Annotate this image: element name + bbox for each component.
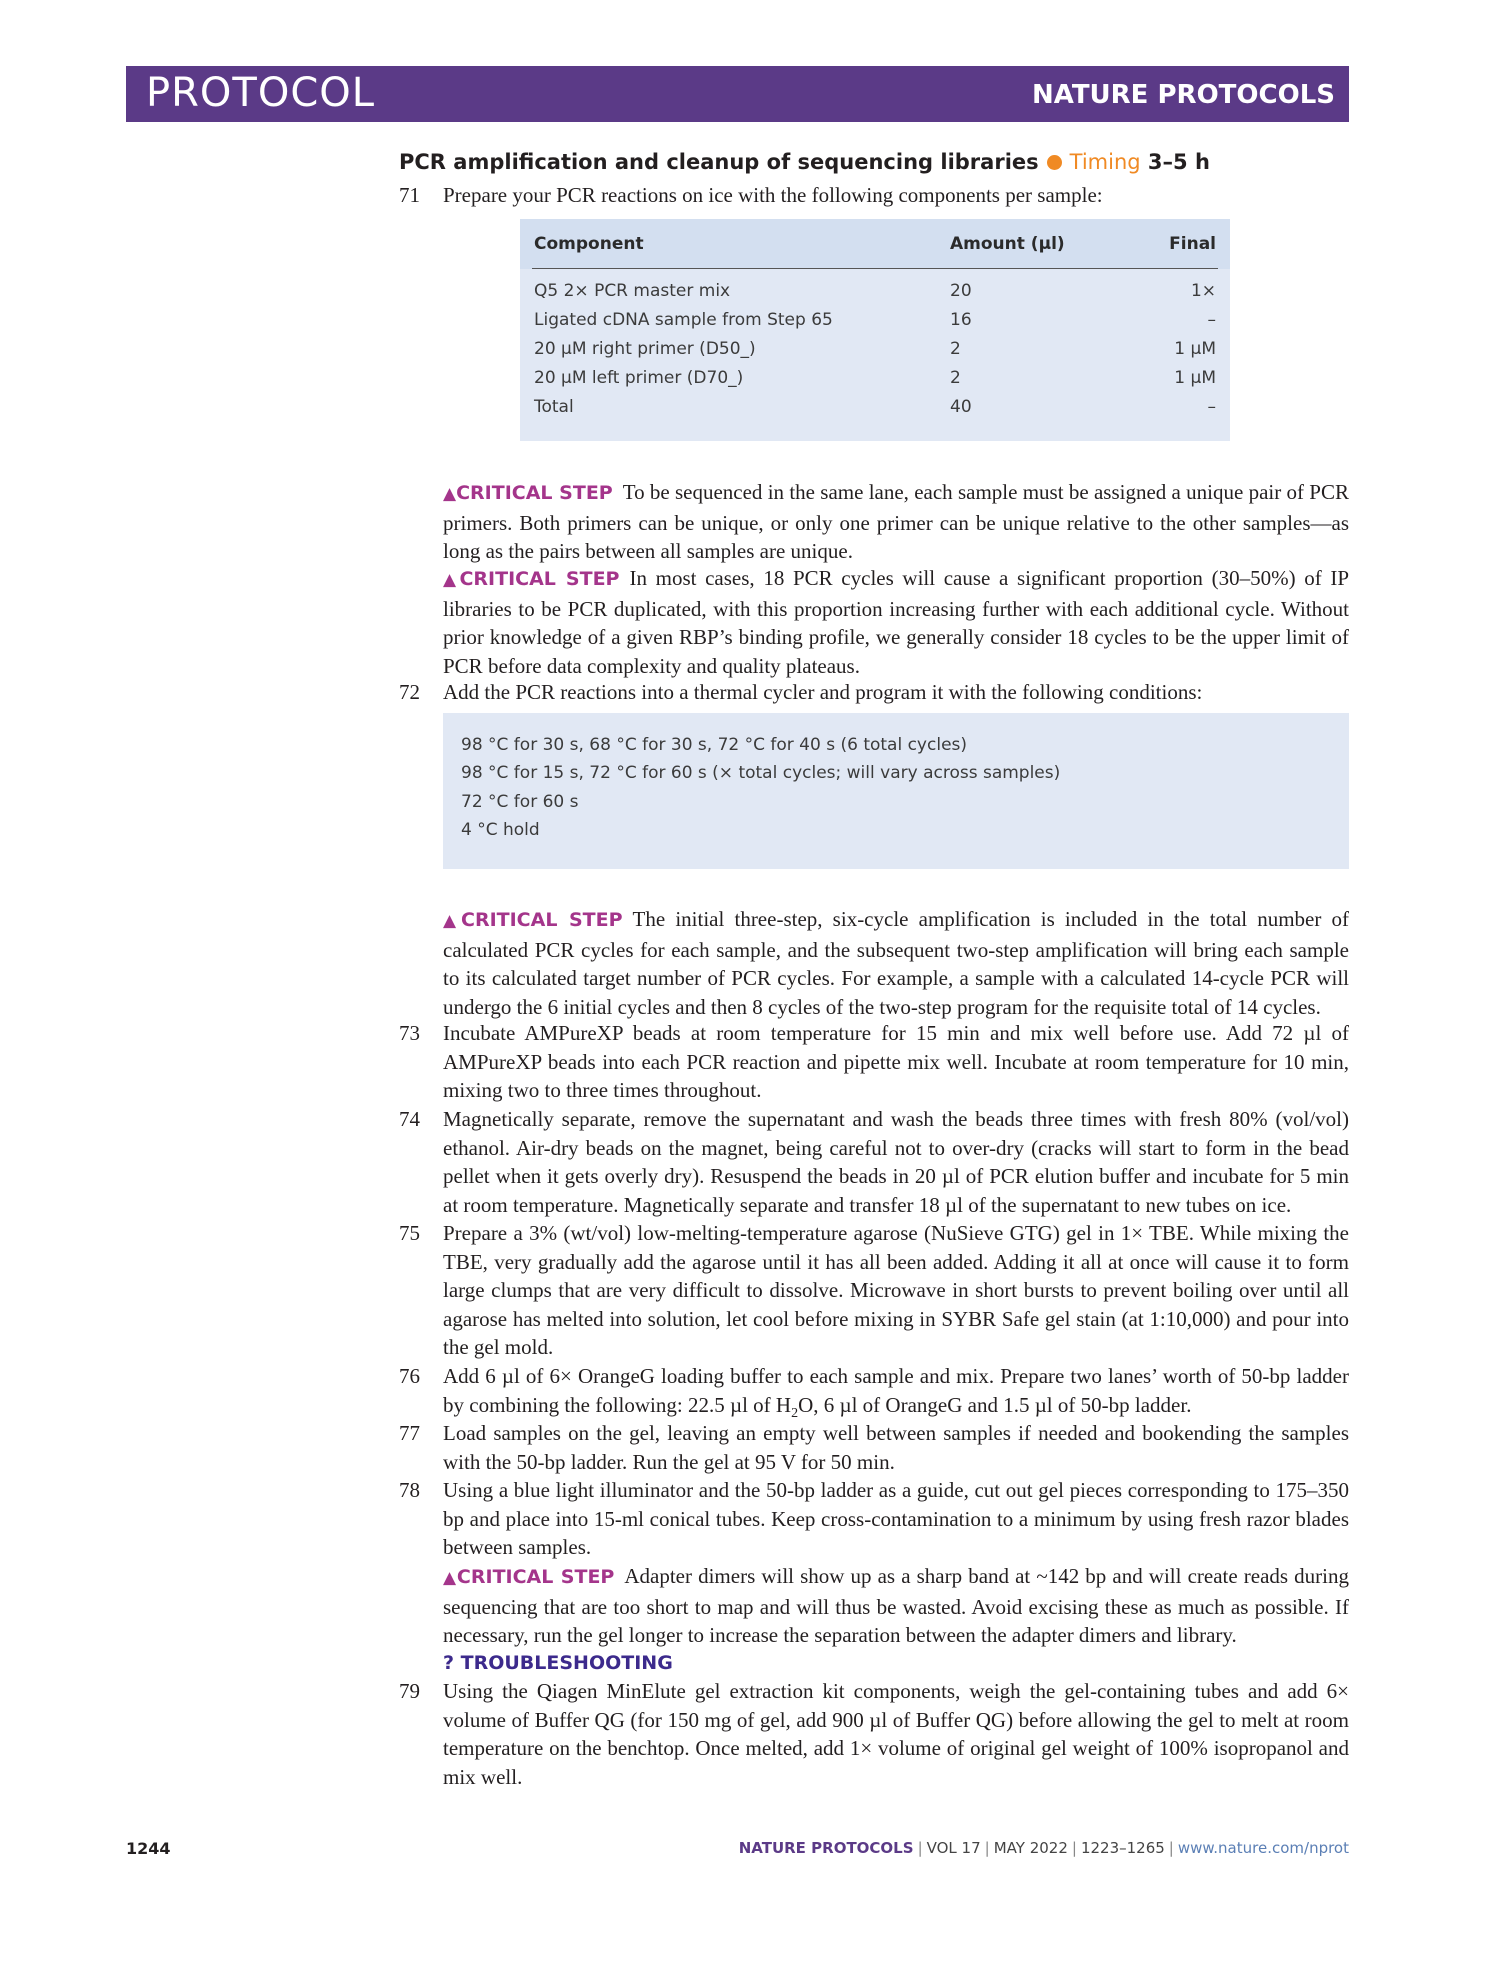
step-number: 73	[399, 1021, 420, 1045]
critical-text: In most cases, 18 PCR cycles will cause a significant proportion (30–50%) of IP libraries to be PCR duplicated, with this proportion increasing further with each additional cycle. Without prior knowledge of a given RBP’s binding profile, we generally consider 18 cycles to be the upper limit of PCR before data complexity and quality plateaus.	[443, 566, 1350, 678]
table-row	[520, 310, 1230, 339]
table-row	[520, 368, 1230, 397]
step-75	[399, 1219, 1349, 1362]
step-71	[399, 181, 1349, 210]
condition-line: 98 °C for 30 s, 68 °C for 30 s, 72 °C for 40 s (6 total cycles)	[461, 735, 968, 755]
step-73	[399, 1019, 1349, 1105]
header-banner	[126, 66, 1349, 122]
step-text: Magnetically separate, remove the supernatant and wash the beads three times with fresh 80% (vol/vol) ethanol. Air-dry beads on the magnet, being careful not to over-dry (cracks will start to form in the bead pellet when it gets overly dry). Resuspend the beads in 20 µl of PCR elution buffer and incubate for 5 min at room temperature. Magnetically separate and transfer 18 µl of the supernatant to new tubes on ice.	[443, 1107, 1349, 1217]
step-78	[399, 1476, 1349, 1562]
step-number: 72	[399, 680, 420, 704]
header-final: Final	[1169, 234, 1216, 254]
step-74	[399, 1105, 1349, 1219]
step-text: Load samples on the gel, leaving an empty well between samples if needed and bookending the samples with the 50-bp ladder. Run the gel at 95 V for 50 min.	[443, 1421, 1349, 1474]
step-text: Incubate AMPureXP beads at room temperature for 15 min and mix well before use. Add 72 µl of AMPureXP beads into each PCR reaction and pipette mix well. Incubate at room temperature for 10 min, mixing two to three times throughout.	[443, 1021, 1349, 1103]
step-text: Prepare your PCR reactions on ice with the following components per sample:	[443, 183, 1103, 207]
step-number: 79	[399, 1679, 420, 1703]
critical-step-2	[443, 564, 1349, 680]
timing-value: 3–5 h	[1147, 150, 1210, 174]
step-77	[399, 1419, 1349, 1476]
cell-final: –	[1207, 397, 1216, 417]
critical-label: ▲CRITICAL STEP	[443, 482, 613, 504]
page-number: 1244	[126, 1839, 171, 1858]
cell-component: 20 µM right primer (D50_)	[534, 339, 756, 359]
heading-title: PCR amplification and cleanup of sequencing libraries	[399, 150, 1039, 174]
cell-amount: 2	[950, 339, 961, 359]
troubleshooting-label[interactable]: ? TROUBLESHOOTING	[443, 1652, 673, 1674]
table-row	[520, 397, 1230, 426]
step-text: Using the Qiagen MinElute gel extraction kit components, weigh the gel-containing tubes and add 6× volume of Buffer QG (for 150 mg of gel, add 900 µl of Buffer QG) before allowing the gel to melt at room temperature on the benchtop. Once melted, add 1× volume of original gel weight of 100% isopropanol and mix well.	[443, 1679, 1349, 1789]
critical-text: The initial three-step, six-cycle amplification is included in the total number of calculated PCR cycles for each sample, and the subsequent two-step amplification will bring each sample to its calculated target number of PCR cycles. For example, a sample with a calculated 14-cycle PCR will undergo the 6 initial cycles and then 8 cycles of the two-step program for the requisite total of 14 cycles.	[443, 907, 1350, 1019]
footer-url[interactable]: www.nature.com/nprot	[1177, 1839, 1349, 1857]
step-number: 75	[399, 1221, 420, 1245]
cell-component: 20 µM left primer (D70_)	[534, 368, 744, 388]
critical-label: ▲CRITICAL STEP	[443, 909, 623, 931]
troubleshooting-link[interactable]	[443, 1648, 1349, 1678]
cell-final: 1 µM	[1174, 368, 1216, 388]
table-row	[520, 281, 1230, 310]
footer-date: MAY 2022	[993, 1839, 1068, 1857]
condition-line: 4 °C hold	[461, 820, 540, 840]
cell-final: 1×	[1190, 281, 1216, 301]
warning-triangle-icon: ▲	[443, 1568, 457, 1588]
warning-triangle-icon: ▲	[443, 484, 457, 504]
step-number: 71	[399, 183, 420, 207]
thermal-conditions-box	[443, 713, 1349, 869]
step-text: Using a blue light illuminator and the 50-bp ladder as a guide, cut out gel pieces corresponding to 175–350 bp and place into 15-ml conical tubes. Keep cross-contamination to a minimum by using fresh razor blades between samples.	[443, 1478, 1349, 1560]
cell-amount: 40	[950, 397, 972, 417]
section-heading	[399, 150, 1210, 174]
step-text: Add 6 µl of 6× OrangeG loading buffer to each sample and mix. Prepare two lanes’ worth of 50-bp ladder by combining the following: 22.5 µl of $H_2O$, 6 µl of OrangeG and 1.5 µl of 50-bp ladder.	[443, 1364, 1349, 1421]
cell-amount: 16	[950, 310, 972, 330]
footer-citation: NATURE PROTOCOLS | VOL 17 | MAY 2022 | 1223–1265 | www.nature.com/nprot	[738, 1839, 1349, 1857]
cell-amount: 2	[950, 368, 961, 388]
condition-line: 98 °C for 15 s, 72 °C for 60 s (× total cycles; will vary across samples)	[461, 763, 1061, 783]
step-number: 76	[399, 1364, 420, 1388]
timing-label: Timing	[1069, 150, 1141, 174]
critical-text: Adapter dimers will show up as a sharp band at ~142 bp and will create reads during sequencing that are too short to map and will thus be wasted. Avoid excising these as much as possible. If necessary, run the gel longer to increase the separation between the adapter dimers and library.	[443, 1564, 1350, 1648]
components-table	[520, 219, 1230, 441]
cell-final: –	[1207, 310, 1216, 330]
critical-label: ▲CRITICAL STEP	[443, 1566, 615, 1588]
step-number: 77	[399, 1421, 420, 1445]
cell-component: Ligated cDNA sample from Step 65	[534, 310, 833, 330]
cell-final: 1 µM	[1174, 339, 1216, 359]
header-rule	[532, 268, 1218, 269]
footer-journal: NATURE PROTOCOLS	[738, 1839, 914, 1857]
footer-volume: VOL 17	[926, 1839, 981, 1857]
step-number: 74	[399, 1107, 420, 1131]
critical-step-1	[443, 478, 1349, 566]
critical-label: ▲CRITICAL STEP	[443, 568, 620, 590]
step-79	[399, 1677, 1349, 1791]
warning-triangle-icon: ▲	[443, 911, 461, 931]
critical-text: To be sequenced in the same lane, each sample must be assigned a unique pair of PCR primers. Both primers can be unique, or only one primer can be unique relative to the other samples—as long as the pairs between all samples are unique.	[443, 480, 1349, 564]
header-amount: Amount (µl)	[950, 234, 1065, 254]
cell-amount: 20	[950, 281, 972, 301]
table-row	[520, 339, 1230, 368]
section-label: PROTOCOL	[146, 70, 376, 116]
cell-component: Q5 2× PCR master mix	[534, 281, 731, 301]
critical-step-3	[443, 905, 1349, 1021]
warning-triangle-icon: ▲	[443, 570, 460, 590]
critical-step-4	[443, 1562, 1349, 1650]
step-text: Prepare a 3% (wt/vol) low-melting-temperature agarose (NuSieve GTG) gel in 1× TBE. While mixing the TBE, very gradually add the agarose until it has all been added. Adding it all at once will cause it to form large clumps that are very difficult to dissolve. Microwave in short bursts to prevent boiling over until all agarose has melted into solution, let cool before mixing in SYBR Safe gel stain (at 1:10,000) and pour into the gel mold.	[443, 1221, 1349, 1360]
footer-pages: 1223–1265	[1080, 1839, 1165, 1857]
step-72	[399, 678, 1349, 707]
table-header	[520, 219, 1230, 269]
condition-line: 72 °C for 60 s	[461, 792, 579, 812]
cell-component: Total	[534, 397, 574, 417]
timing-dot-icon	[1047, 155, 1062, 170]
step-number: 78	[399, 1478, 420, 1502]
header-component: Component	[534, 234, 644, 254]
journal-label: NATURE PROTOCOLS	[1031, 80, 1335, 110]
step-text: Add the PCR reactions into a thermal cycler and program it with the following conditions:	[443, 680, 1203, 704]
